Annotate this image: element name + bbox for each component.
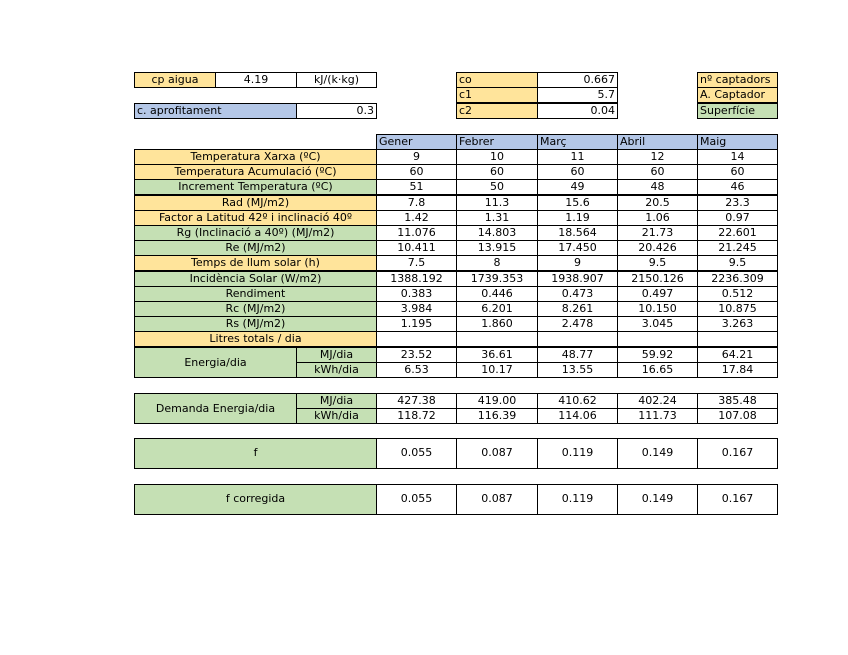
table-cell[interactable] — [456, 331, 538, 347]
c1-label: c1 — [456, 87, 538, 103]
f_corregida-cell[interactable]: 0.087 — [456, 484, 538, 515]
table-cell[interactable]: 1938.907 — [537, 271, 618, 287]
table-cell[interactable] — [617, 331, 698, 347]
table-cell[interactable]: 60 — [617, 164, 698, 180]
table-cell[interactable] — [376, 331, 457, 347]
table-cell[interactable] — [697, 331, 778, 347]
table-cell[interactable]: 10.150 — [617, 301, 698, 317]
demanda-mj-cell[interactable]: 402.24 — [617, 393, 698, 409]
table-cell[interactable]: 1.195 — [376, 316, 457, 332]
table-cell[interactable]: 7.5 — [376, 255, 457, 271]
aprofitament-label: c. aprofitament — [134, 103, 297, 119]
table-cell[interactable]: 10.875 — [697, 301, 778, 317]
row-label: Re (MJ/m2) — [134, 240, 377, 256]
cp-aigua-value[interactable]: 4.19 — [215, 72, 297, 88]
table-cell[interactable]: 20.5 — [617, 195, 698, 211]
table-cell[interactable]: 0.512 — [697, 286, 778, 302]
f-cell[interactable]: 0.149 — [617, 438, 698, 469]
table-cell[interactable]: 21.245 — [697, 240, 778, 256]
table-cell[interactable]: 1388.192 — [376, 271, 457, 287]
f_corregida-cell[interactable]: 0.167 — [697, 484, 778, 515]
demanda-kwh-cell[interactable]: 116.39 — [456, 408, 538, 424]
row-label: Litres totals / dia — [134, 331, 377, 347]
table-cell[interactable]: 8.261 — [537, 301, 618, 317]
demanda-mj-unit: MJ/dia — [296, 393, 377, 409]
table-cell[interactable]: 21.73 — [617, 225, 698, 241]
table-cell[interactable]: 1.42 — [376, 210, 457, 226]
table-cell[interactable]: 14 — [697, 149, 778, 165]
c2-label: c2 — [456, 103, 538, 119]
energia-kwh-cell[interactable]: 17.84 — [697, 362, 778, 378]
demanda-mj-cell[interactable]: 410.62 — [537, 393, 618, 409]
table-cell[interactable]: 60 — [697, 164, 778, 180]
f-cell[interactable]: 0.167 — [697, 438, 778, 469]
demanda-mj-cell[interactable]: 419.00 — [456, 393, 538, 409]
row-label: Rs (MJ/m2) — [134, 316, 377, 332]
energia-kwh-cell[interactable]: 13.55 — [537, 362, 618, 378]
table-cell[interactable]: 60 — [537, 164, 618, 180]
table-cell[interactable]: 0.383 — [376, 286, 457, 302]
table-cell[interactable]: 0.497 — [617, 286, 698, 302]
row-label: Temperatura Acumulació (ºC) — [134, 164, 377, 180]
co-label: co — [456, 72, 538, 88]
demanda-kwh-cell[interactable]: 107.08 — [697, 408, 778, 424]
table-cell[interactable]: 51 — [376, 179, 457, 195]
table-cell[interactable]: 6.201 — [456, 301, 538, 317]
energia-mj-cell[interactable]: 59.92 — [617, 347, 698, 363]
f_corregida-cell[interactable]: 0.119 — [537, 484, 618, 515]
f-label: f — [134, 438, 377, 469]
table-cell[interactable]: 1.31 — [456, 210, 538, 226]
demanda-kwh-unit: kWh/dia — [296, 408, 377, 424]
energia-label: Energia/dia — [134, 347, 297, 378]
f-cell[interactable]: 0.055 — [376, 438, 457, 469]
table-cell[interactable]: 22.601 — [697, 225, 778, 241]
table-cell[interactable]: 13.915 — [456, 240, 538, 256]
demanda-kwh-cell[interactable]: 118.72 — [376, 408, 457, 424]
table-cell[interactable]: 0.473 — [537, 286, 618, 302]
table-cell[interactable]: 60 — [456, 164, 538, 180]
row-label: Rc (MJ/m2) — [134, 301, 377, 317]
energia-mj-cell[interactable]: 64.21 — [697, 347, 778, 363]
table-cell[interactable]: 7.8 — [376, 195, 457, 211]
table-cell[interactable]: 23.3 — [697, 195, 778, 211]
table-cell[interactable]: 1739.353 — [456, 271, 538, 287]
energia-kwh-cell[interactable]: 10.17 — [456, 362, 538, 378]
row-label: Rg (Inclinació a 40º) (MJ/m2) — [134, 225, 377, 241]
demanda-label: Demanda Energia/dia — [134, 393, 297, 424]
table-cell[interactable] — [537, 331, 618, 347]
aprofitament-value[interactable]: 0.3 — [296, 103, 377, 119]
f-corregida-label: f corregida — [134, 484, 377, 515]
f-cell[interactable]: 0.119 — [537, 438, 618, 469]
table-cell[interactable]: 15.6 — [537, 195, 618, 211]
row-label: Rad (MJ/m2) — [134, 195, 377, 211]
table-cell[interactable]: 50 — [456, 179, 538, 195]
table-cell[interactable]: 17.450 — [537, 240, 618, 256]
demanda-kwh-cell[interactable]: 114.06 — [537, 408, 618, 424]
table-cell[interactable]: 9 — [537, 255, 618, 271]
table-cell[interactable]: 9 — [376, 149, 457, 165]
table-cell[interactable]: 60 — [376, 164, 457, 180]
a-captador-label: A. Captador — [697, 87, 778, 103]
row-label: Factor a Latitud 42º i inclinació 40º — [134, 210, 377, 226]
energia-mj-cell[interactable]: 23.52 — [376, 347, 457, 363]
table-cell[interactable]: 11 — [537, 149, 618, 165]
demanda-mj-cell[interactable]: 385.48 — [697, 393, 778, 409]
demanda-mj-cell[interactable]: 427.38 — [376, 393, 457, 409]
table-cell[interactable]: 10 — [456, 149, 538, 165]
c2-value[interactable]: 0.04 — [537, 103, 618, 119]
table-cell[interactable]: 3.984 — [376, 301, 457, 317]
table-cell[interactable]: 20.426 — [617, 240, 698, 256]
superficie-label: Superfície — [697, 103, 778, 119]
energia-mj-cell[interactable]: 36.61 — [456, 347, 538, 363]
table-cell[interactable]: 48 — [617, 179, 698, 195]
table-cell[interactable]: 2236.309 — [697, 271, 778, 287]
row-label: Incidència Solar (W/m2) — [134, 271, 377, 287]
demanda-kwh-cell[interactable]: 111.73 — [617, 408, 698, 424]
table-cell[interactable]: 1.860 — [456, 316, 538, 332]
row-label: Temperatura Xarxa (ºC) — [134, 149, 377, 165]
co-value[interactable]: 0.667 — [537, 72, 618, 88]
table-cell[interactable]: 9.5 — [617, 255, 698, 271]
energia-mj-cell[interactable]: 48.77 — [537, 347, 618, 363]
table-cell[interactable]: 12 — [617, 149, 698, 165]
table-cell[interactable]: 2150.126 — [617, 271, 698, 287]
c1-value[interactable]: 5.7 — [537, 87, 618, 103]
energia-kwh-cell[interactable]: 16.65 — [617, 362, 698, 378]
table-cell[interactable]: 1.19 — [537, 210, 618, 226]
table-cell[interactable]: 49 — [537, 179, 618, 195]
month-header: Febrer — [456, 134, 538, 150]
table-cell[interactable]: 2.478 — [537, 316, 618, 332]
f-cell[interactable]: 0.087 — [456, 438, 538, 469]
energia-kwh-cell[interactable]: 6.53 — [376, 362, 457, 378]
energia-kwh-unit: kWh/dia — [296, 362, 377, 378]
table-cell[interactable]: 8 — [456, 255, 538, 271]
month-header: Maig — [697, 134, 778, 150]
month-header: Març — [537, 134, 618, 150]
table-cell[interactable]: 3.263 — [697, 316, 778, 332]
table-cell[interactable]: 0.446 — [456, 286, 538, 302]
table-cell[interactable]: 11.076 — [376, 225, 457, 241]
table-cell[interactable]: 10.411 — [376, 240, 457, 256]
cp-aigua-label: cp aigua — [134, 72, 216, 88]
table-cell[interactable]: 14.803 — [456, 225, 538, 241]
energia-mj-unit: MJ/dia — [296, 347, 377, 363]
f_corregida-cell[interactable]: 0.055 — [376, 484, 457, 515]
month-header: Gener — [376, 134, 457, 150]
row-label: Rendiment — [134, 286, 377, 302]
table-cell[interactable]: 18.564 — [537, 225, 618, 241]
month-header: Abril — [617, 134, 698, 150]
table-cell[interactable]: 1.06 — [617, 210, 698, 226]
table-cell[interactable]: 11.3 — [456, 195, 538, 211]
cp-aigua-unit: kJ/(k·kg) — [296, 72, 377, 88]
table-cell[interactable]: 9.5 — [697, 255, 778, 271]
n-captadors-label: nº captadors — [697, 72, 778, 88]
f_corregida-cell[interactable]: 0.149 — [617, 484, 698, 515]
table-cell[interactable]: 3.045 — [617, 316, 698, 332]
row-label: Increment Temperatura (ºC) — [134, 179, 377, 195]
row-label: Temps de llum solar (h) — [134, 255, 377, 271]
table-cell[interactable]: 0.97 — [697, 210, 778, 226]
table-cell[interactable]: 46 — [697, 179, 778, 195]
